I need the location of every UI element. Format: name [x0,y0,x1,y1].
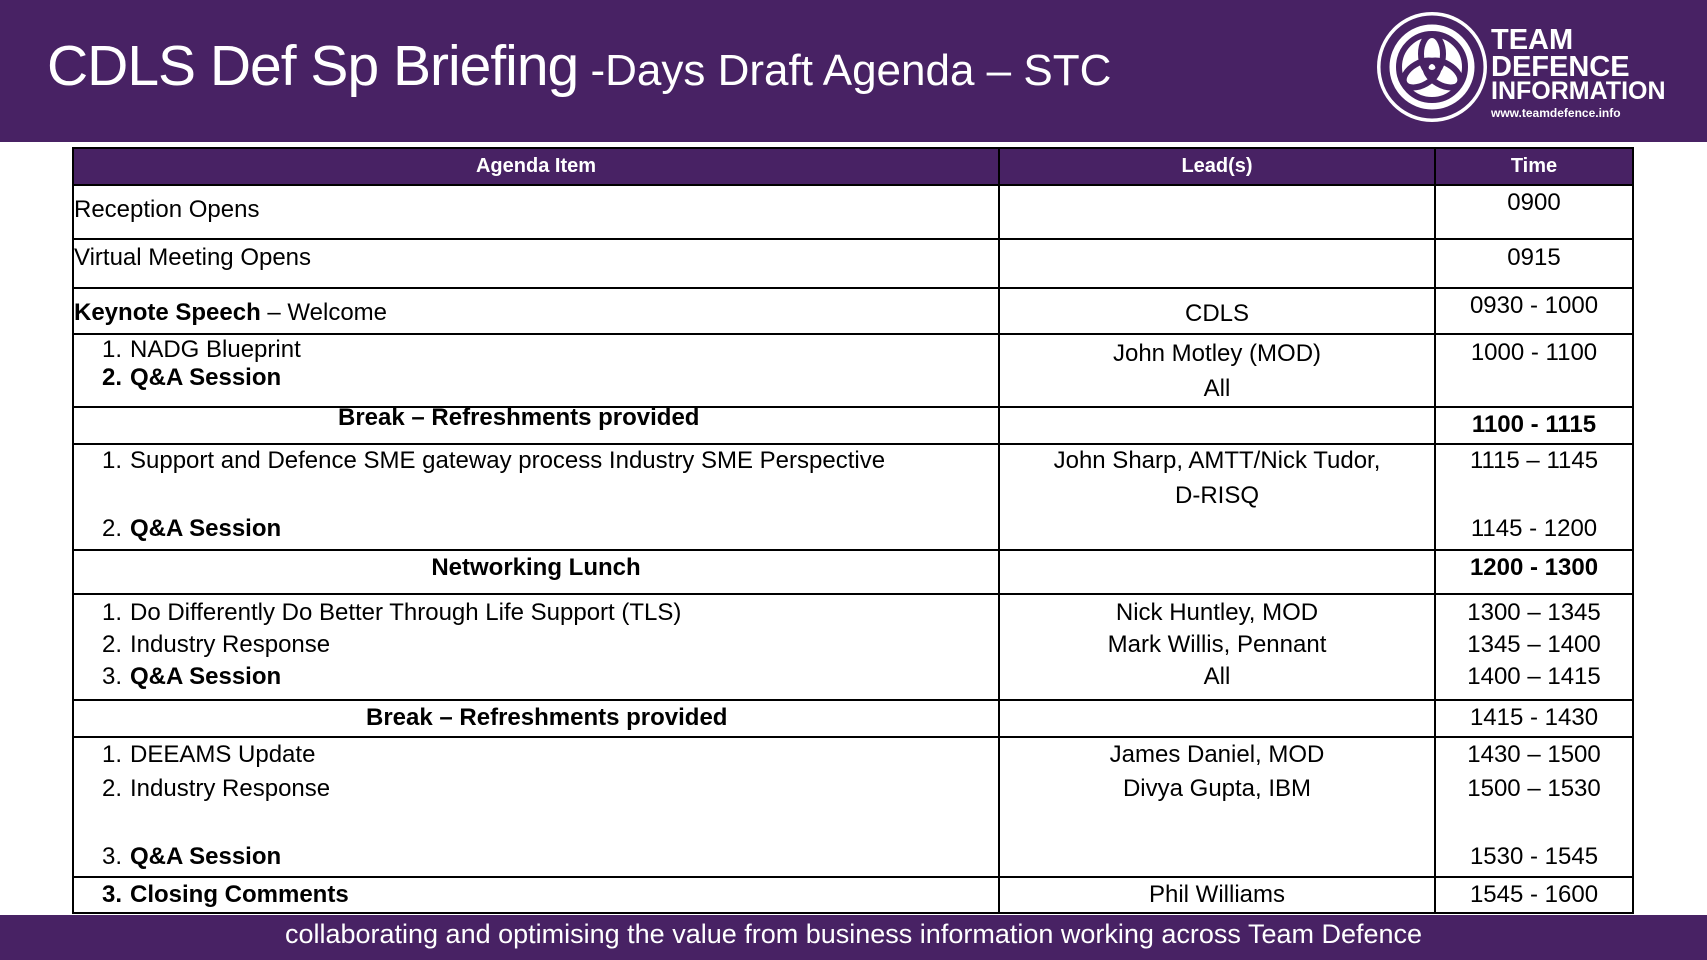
logo-wordmark [1491,24,1666,122]
lead-cell [999,594,1435,700]
item-text: Q&A Session [130,843,282,870]
time-text: 0930 - 1000 [1469,292,1599,319]
list-item [74,512,998,546]
list-item [74,772,998,806]
agenda-item-cell [73,550,999,594]
table-row [73,334,1633,407]
item-text: Industry Response [130,775,331,802]
agenda-item-cell [73,737,999,877]
table-row [73,877,1633,913]
time-cell [1435,334,1633,407]
time-cell [1435,877,1633,913]
lead-text: John Sharp, AMTT/Nick Tudor, [1053,447,1381,474]
time-text: 1430 – 1500 [1467,741,1601,768]
item-number: 3. [101,663,122,690]
table-row [73,737,1633,877]
lead-text: Divya Gupta, IBM [1122,775,1312,802]
logo-line-defence: DEFENCE [1491,50,1630,83]
lunch-text: Networking Lunch [431,554,641,581]
agenda-item-text [74,296,998,330]
lead-text: D-RISQ [1175,482,1259,509]
break-text: Break – Refreshments provided [366,704,728,731]
logo-line-team: TEAM [1491,24,1574,56]
table-row [73,444,1633,550]
agenda-item-cell [73,700,999,737]
list-item [74,596,998,630]
header-banner [0,0,1707,142]
lead-text: CDLS [1184,300,1250,327]
lead-cell [999,407,1435,444]
agenda-item-cell [73,444,999,550]
lead-text: John Motley (MOD) [1112,340,1322,367]
item-number: 2. [101,775,122,802]
item-text: Do Differently Do Better Through Life Support (TLS) [130,599,682,626]
time-cell [1435,550,1633,594]
item-text: Q&A Session [130,663,282,690]
agenda-item-cell [73,185,999,239]
lead-cell [999,550,1435,594]
list-item [74,660,998,694]
agenda-table [72,147,1634,914]
table-row [73,594,1633,700]
lead-cell [999,737,1435,877]
lead-cell [999,444,1435,550]
time-text: 1400 – 1415 [1467,663,1601,690]
lead-text: James Daniel, MOD [1109,741,1325,768]
agenda-item-text: Virtual Meeting Opens [74,244,312,271]
agenda-item-cell [73,404,999,444]
list-item [74,840,998,874]
table-row [73,185,1633,239]
time-text: 1115 – 1145 [1469,447,1599,474]
list-item [74,738,998,772]
lead-cell [999,334,1435,407]
item-number: 1. [101,599,122,626]
header-leads: Lead(s) [999,148,1435,185]
break-text: Break – Refreshments provided [338,404,700,431]
time-text: 1300 – 1345 [1467,599,1601,626]
item-number: 3. [101,843,122,870]
time-cell [1435,288,1633,334]
item-text: Closing Comments [130,881,349,908]
lead-cell [999,700,1435,737]
item-number: 3. [101,881,122,908]
list-item [74,628,998,662]
lead-cell [999,239,1435,288]
lead-cell [999,288,1435,334]
item-number: 2. [101,631,122,658]
time-text: 1345 – 1400 [1467,631,1601,658]
item-text: Q&A Session [130,364,282,391]
time-text: 1530 - 1545 [1469,843,1599,870]
table-row [73,700,1633,737]
item-number: 1. [101,741,122,768]
time-text: 1545 - 1600 [1469,881,1599,908]
time-text: 0915 [1507,244,1561,271]
keynote-rest: – Welcome [260,299,388,326]
item-text: Industry Response [130,631,331,658]
time-cell [1435,185,1633,239]
time-cell [1435,239,1633,288]
table-header-row [73,148,1633,185]
time-text: 1200 - 1300 [1469,554,1599,581]
time-cell [1435,407,1633,444]
list-item [74,444,998,478]
item-text: Support and Defence SME gateway process Industry SME Perspective [130,447,886,474]
table-row [73,239,1633,288]
title-sub: -Days Draft Agenda – STC [578,46,1112,95]
footer-tagline: collaborating and optimising the value from business information working across Team Defence [284,919,1423,949]
time-text: 1000 - 1100 [1470,339,1598,366]
header-agenda-item: Agenda Item [73,148,999,185]
list-item [74,361,998,395]
item-number: 2. [101,364,122,391]
item-number: 1. [101,447,122,474]
item-text: NADG Blueprint [130,336,301,363]
lead-text: All [1203,663,1231,690]
item-number: 1. [101,336,122,363]
time-text: 1145 - 1200 [1470,515,1598,542]
footer-banner [0,915,1707,960]
time-cell [1435,737,1633,877]
time-text: 1415 - 1430 [1469,704,1599,731]
lead-text: Mark Willis, Pennant [1107,631,1327,658]
lead-cell [999,185,1435,239]
table-row [73,288,1633,334]
header-time: Time [1435,148,1633,185]
logo-emblem-icon [1377,12,1487,122]
time-text: 0900 [1507,189,1561,216]
logo-line-information: INFORMATION [1491,77,1666,106]
table-row [73,550,1633,594]
keynote-label: Keynote Speech [74,299,261,326]
lead-cell [999,877,1435,913]
agenda-item-cell [73,594,999,700]
lead-text: Phil Williams [1148,881,1285,908]
team-defence-logo [1377,12,1666,128]
item-text: Q&A Session [130,515,282,542]
time-text: 1500 – 1530 [1467,775,1601,802]
logo-url: www.teamdefence.info [1491,106,1621,121]
lead-text: Nick Huntley, MOD [1115,599,1319,626]
agenda-item-cell [73,288,999,334]
item-number: 2. [101,515,122,542]
list-item [74,878,998,912]
time-cell [1435,594,1633,700]
item-text: DEEAMS Update [130,741,316,768]
page-title [47,34,1112,98]
lead-text: All [1203,375,1231,402]
title-main: CDLS Def Sp Briefing [47,34,579,98]
time-cell [1435,444,1633,550]
agenda-item-text: Reception Opens [74,196,260,223]
agenda-item-cell [73,877,999,913]
agenda-item-cell [73,334,999,407]
agenda-item-cell [73,239,999,288]
time-text: 1100 - 1115 [1471,411,1597,438]
time-cell [1435,700,1633,737]
table-row [73,407,1633,444]
